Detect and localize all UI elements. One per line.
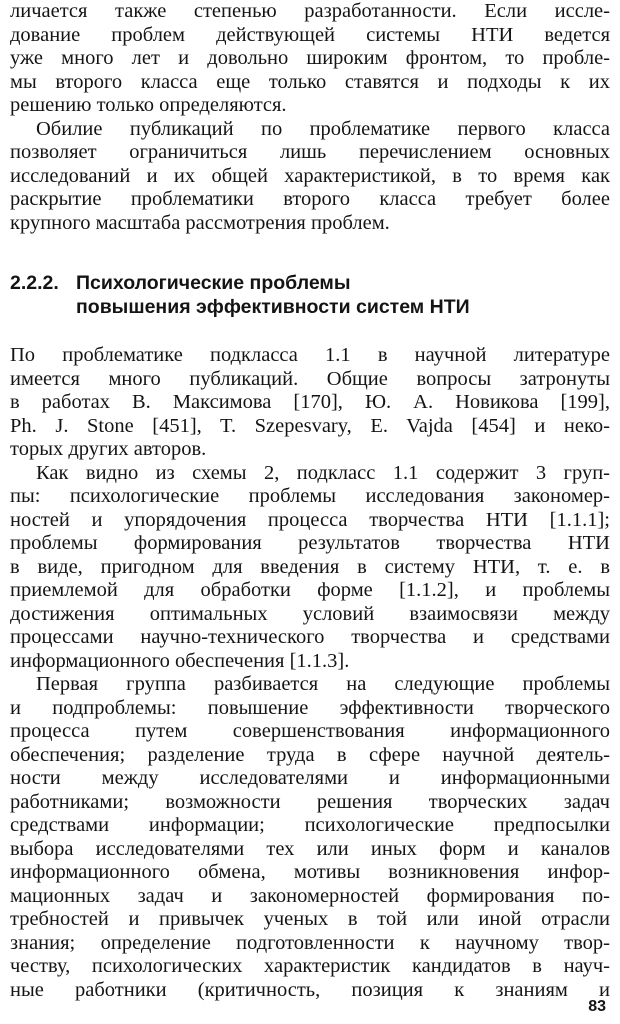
text-line: решению только определяются. [10,94,287,116]
text-line: личается также степенью разработанности. Если иссле- [10,0,610,22]
text-line: процесса путем совершенствования информационного [10,720,610,742]
text-line: Обилие публикаций по проблематике первого класса [36,117,610,140]
text-line: мационных задач и закономерностей формирования по- [10,884,610,907]
text-line: Первая группа разбивается на следующие проблемы [36,673,610,695]
text-line: раскрытие проблематики второго класса требует более [10,188,610,210]
text-line: средствами информации; психологические предпосылки [10,814,610,836]
text-line: исследований и их общей характеристикой, в то время как [10,164,610,187]
text-line: уже много лет и довольно широким фронтом, то пробле- [10,47,610,69]
section-number: 2.2.2. [10,272,59,294]
text-line: позволяет ограничиться лишь перечислением основных [10,141,610,163]
text-line: крупного масштаба рассмотрения проблем. [10,211,390,234]
text-line: информационного обеспечения [1.1.3]. [10,649,350,672]
text-line: выбора исследователями тех или иных форм и каналов [10,837,610,860]
text-line: работниками; возможности решения творческих задач [10,790,610,813]
text-line: Ph. J. Stone [451], T. Szepesvary, E. Vajda [454] и неко- [10,414,610,437]
text-line: дование проблем действующей системы НТИ ведется [10,23,610,46]
heading-title-part-1: Психологические проблемы [76,272,351,294]
text-line: мы второго класса еще только ставятся и подходы к их [10,70,610,93]
paragraph-block-main [10,344,610,1002]
heading-line-1 [10,271,610,295]
paragraph-block-top [10,0,610,235]
text-line: достижения оптимальных условий взаимосвязи между [10,602,610,625]
text-line: торых других авторов. [10,438,207,460]
text-line: Как видно из схемы 2, подкласс 1.1 содержит 3 груп- [36,461,610,484]
text-line: приемлемой для обработки форме [1.1.2], и проблемы [10,579,610,601]
text-line: ности между исследователями и информационными [10,767,610,789]
text-line: информационного обмена, мотивы возникновения инфор- [10,861,610,883]
text-line: процессами научно-технического творчества и средствами [10,626,610,648]
text-line: в работах В. Максимова [170], Ю. А. Новикова [199], [10,391,610,413]
text-line: пы: психологические проблемы исследования закономер- [10,485,610,507]
text-line: в виде, пригодном для введения в систему НТИ, т. е. в [10,555,610,578]
text-line: и подпроблемы: повышение эффективности творческого [10,696,610,719]
text-line: проблемы формирования результатов творчества НТИ [10,532,610,554]
text-line: знания; определение подготовленности к научному твор- [10,931,610,954]
text-line: честву, психологических характеристик кандидатов в науч- [10,955,610,977]
heading-title-part-2: повышения эффективности систем НТИ [76,296,470,318]
text-line: ностей и упорядочения процесса творчества НТИ [1.1.1]; [10,508,610,531]
text-line: обеспечения; разделение труда в сфере научной деятель- [10,743,610,766]
text-line: требностей и привычек ученых в той или иной отрасли [10,908,610,930]
text-line: По проблематике подкласса 1.1 в научной литературе [10,344,610,366]
section-heading [10,271,610,319]
page-number: 83 [588,998,606,1015]
text-line: ные работники (критичность, позиция к знаниям и [10,978,610,1001]
text-line: имеется много публикаций. Общие вопросы затронуты [10,367,610,390]
